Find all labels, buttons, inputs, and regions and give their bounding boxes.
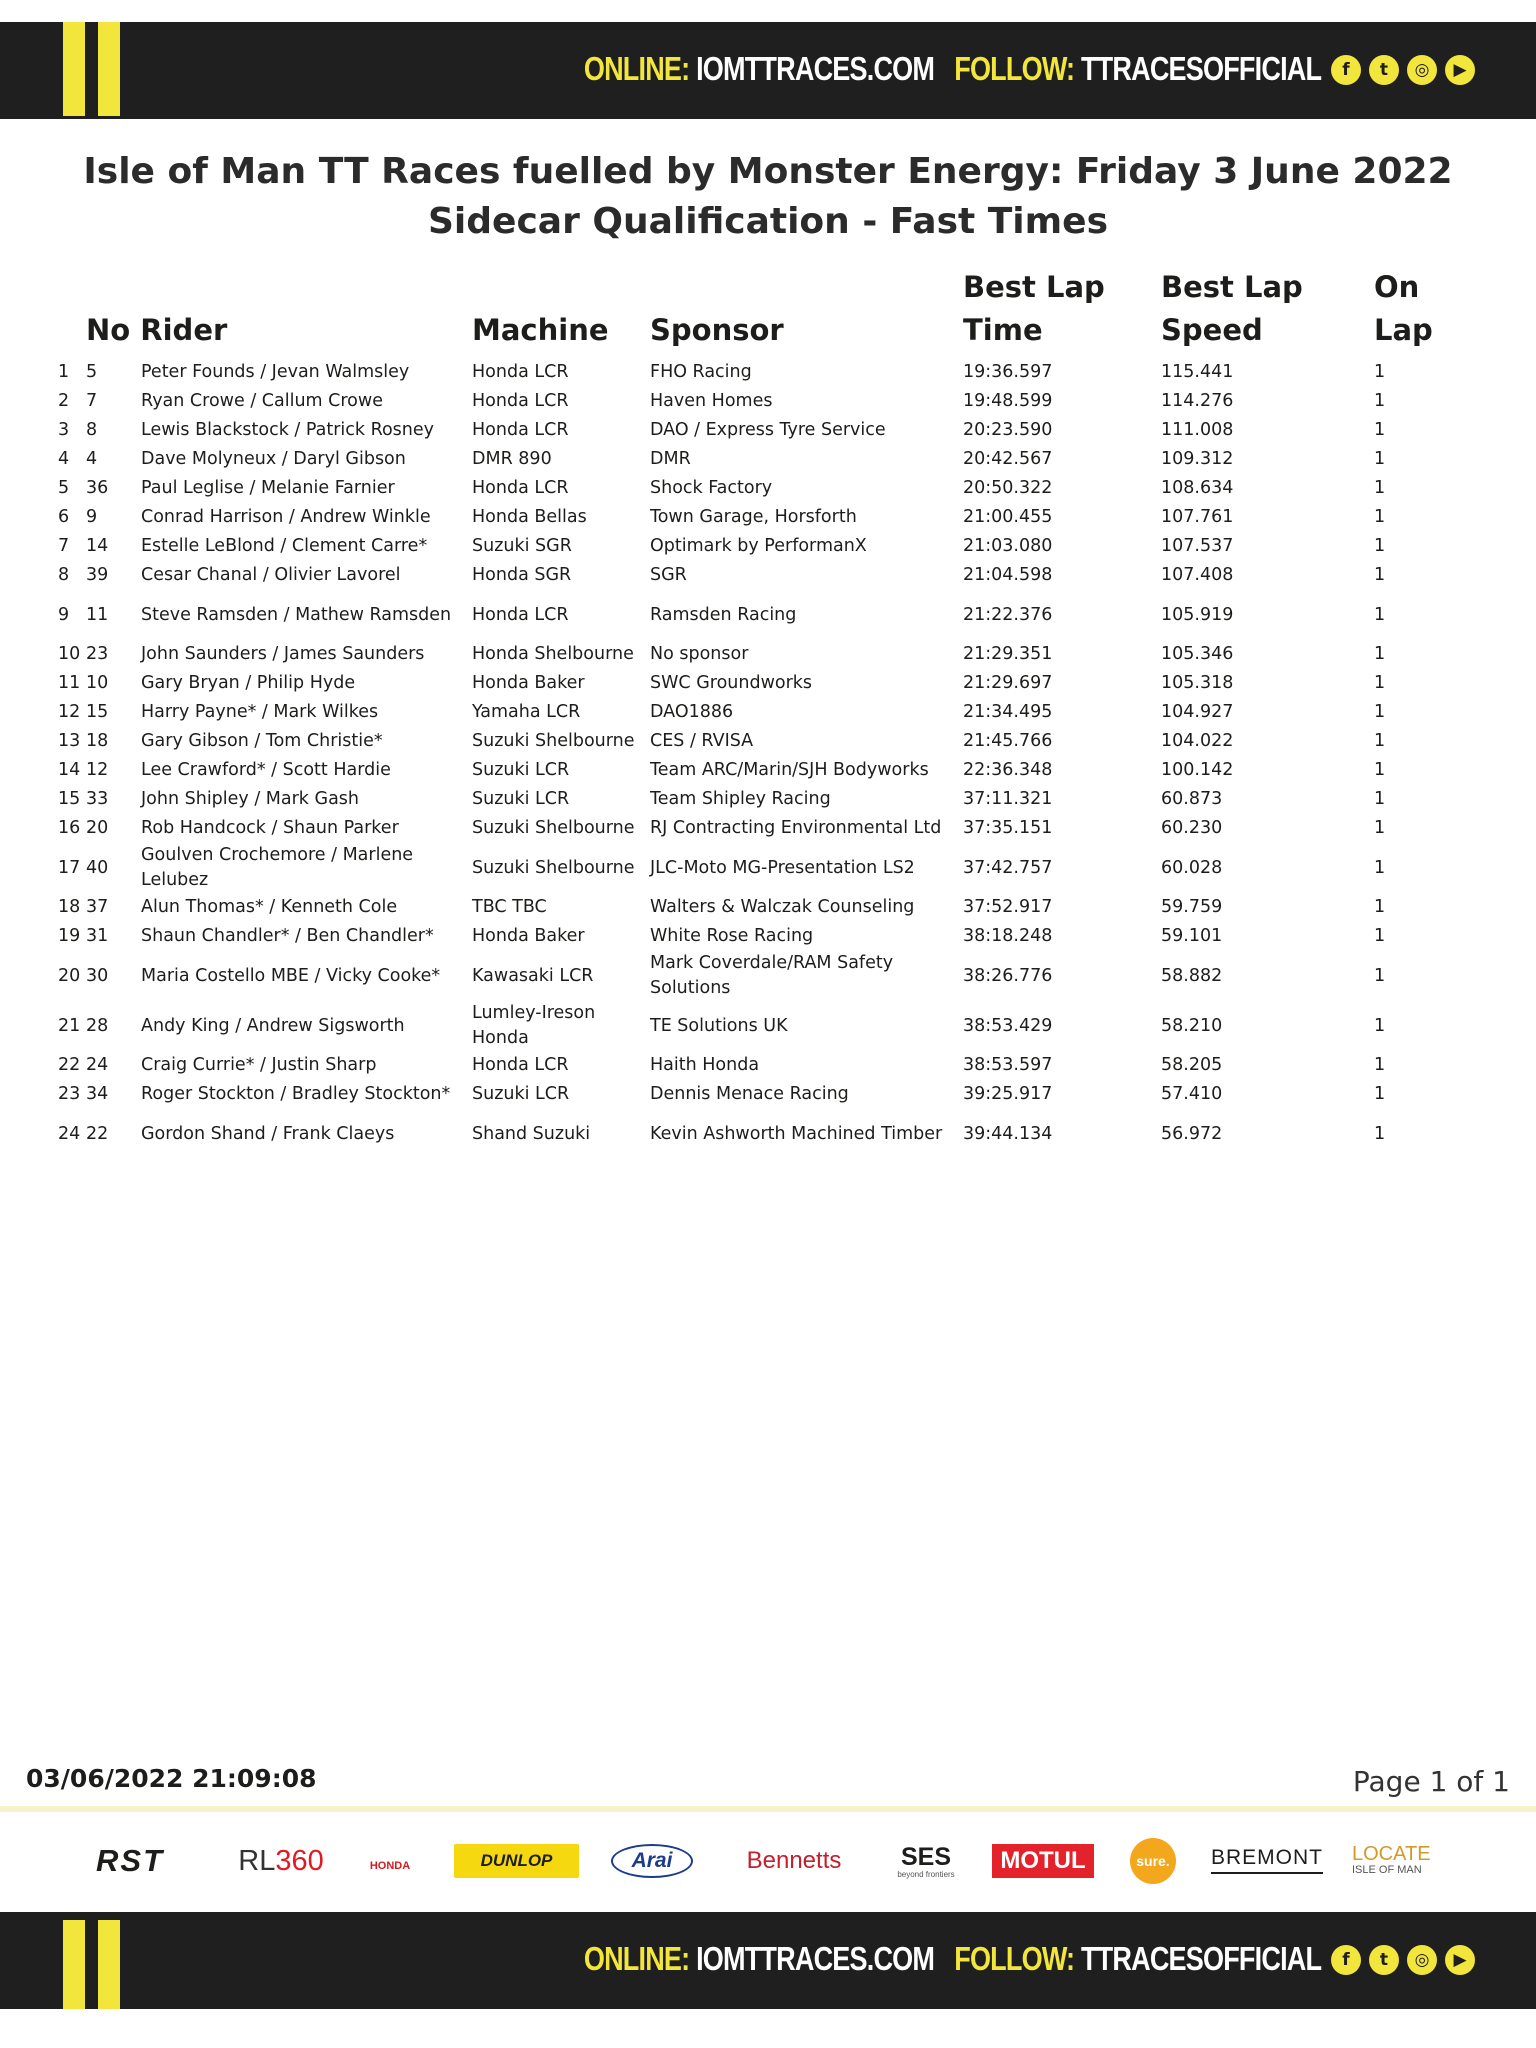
best-lap-time-cell: 37:11.321: [963, 789, 1053, 809]
best-lap-speed-cell: 56.972: [1161, 1123, 1223, 1144]
online-label: ONLINE:: [583, 1940, 690, 1977]
position-cell: 4: [58, 449, 70, 469]
position-cell: 23: [58, 1084, 81, 1104]
twitter-icon[interactable]: t: [1369, 1945, 1399, 1975]
table-row: [58, 1001, 1474, 1051]
machine-cell: Suzuki Shelbourne: [472, 731, 635, 751]
on-lap-cell: 1: [1374, 507, 1386, 527]
best-lap-speed-cell: 60.028: [1161, 857, 1223, 878]
machine-cell: Yamaha LCR: [472, 702, 581, 722]
best-lap-time-cell: 38:26.776: [963, 965, 1053, 986]
on-lap-cell: 1: [1374, 604, 1386, 625]
brand-stripe: [63, 1920, 85, 2009]
machine-cell: Honda LCR: [472, 478, 569, 498]
best-lap-time-cell: 20:23.590: [963, 420, 1053, 440]
table-row: [58, 727, 1474, 756]
column-header-best-lap-time: Best Lap Time: [963, 270, 1105, 347]
table-row: [58, 532, 1474, 561]
number-cell: 31: [86, 926, 109, 946]
sponsor-cell: FHO Racing: [650, 362, 752, 382]
on-lap-cell: 1: [1374, 818, 1386, 838]
online-label: ONLINE:: [583, 50, 690, 87]
page-number: Page 1 of 1: [1352, 1765, 1510, 1798]
machine-cell: Honda LCR: [472, 604, 569, 625]
rider-cell: Goulven Crochemore / Marlene Lelubez: [141, 845, 414, 890]
instagram-icon[interactable]: ◎: [1407, 55, 1437, 85]
header-band: [0, 22, 1536, 119]
best-lap-time-cell: 21:29.697: [963, 673, 1053, 693]
number-cell: 7: [86, 391, 98, 411]
best-lap-time-cell: 38:53.597: [963, 1055, 1053, 1075]
machine-cell: Suzuki Shelbourne: [472, 818, 635, 838]
machine-cell: Suzuki LCR: [472, 1084, 570, 1104]
machine-cell: Honda LCR: [472, 391, 569, 411]
follow-label: FOLLOW:: [954, 50, 1075, 87]
table-row: [58, 416, 1474, 445]
machine-cell: Suzuki LCR: [472, 789, 570, 809]
table-row: [58, 358, 1474, 387]
sponsor-cell: Kevin Ashworth Machined Timber: [650, 1123, 943, 1144]
sponsor-cell: SGR: [650, 565, 687, 585]
on-lap-cell: 1: [1374, 731, 1386, 751]
best-lap-speed-cell: 58.210: [1161, 1015, 1223, 1036]
on-lap-cell: 1: [1374, 1123, 1386, 1144]
column-header-on-lap: On Lap: [1374, 270, 1433, 347]
rider-cell: Rob Handcock / Shaun Parker: [141, 818, 399, 838]
best-lap-speed-cell: 58.205: [1161, 1055, 1223, 1075]
number-cell: 12: [86, 760, 109, 780]
on-lap-cell: 1: [1374, 1015, 1386, 1036]
arai-logo: Arai: [611, 1844, 693, 1878]
rider-cell: Gary Gibson / Tom Christie*: [141, 731, 383, 751]
honda-logo: HONDA: [369, 1860, 411, 1872]
instagram-icon[interactable]: ◎: [1407, 1945, 1437, 1975]
position-cell: 6: [58, 507, 70, 527]
on-lap-cell: 1: [1374, 420, 1386, 440]
position-cell: 10: [58, 644, 81, 664]
sponsor-cell: Haven Homes: [650, 391, 773, 411]
position-cell: 2: [58, 391, 70, 411]
table-row: [58, 893, 1474, 922]
machine-cell: TBC TBC: [472, 897, 547, 917]
brand-stripe: [98, 1920, 120, 2009]
number-cell: 14: [86, 536, 109, 556]
number-cell: 11: [86, 604, 109, 625]
on-lap-cell: 1: [1374, 478, 1386, 498]
best-lap-time-cell: 39:25.917: [963, 1084, 1053, 1104]
table-row: [58, 951, 1474, 1001]
machine-cell: Honda Bellas: [472, 507, 587, 527]
table-row: [58, 561, 1474, 590]
best-lap-time-cell: 21:00.455: [963, 507, 1053, 527]
follow-label: FOLLOW:: [954, 1940, 1075, 1977]
on-lap-cell: 1: [1374, 362, 1386, 382]
locate-im-logo: LOCATE ISLE OF MAN: [1352, 1843, 1431, 1876]
best-lap-time-cell: 21:29.351: [963, 644, 1053, 664]
machine-cell: Suzuki SGR: [472, 536, 572, 556]
best-lap-speed-cell: 59.759: [1161, 897, 1223, 917]
column-header-no-rider: No Rider: [86, 313, 228, 347]
follow-handle-link[interactable]: TTRACESOFFICIAL: [1080, 50, 1321, 87]
sponsor-cell: Walters & Walczak Counseling: [650, 897, 915, 917]
rider-cell: Andy King / Andrew Sigsworth: [141, 1015, 405, 1036]
bremont-logo: BREMONT: [1211, 1844, 1323, 1874]
rider-cell: Conrad Harrison / Andrew Winkle: [141, 507, 431, 527]
on-lap-cell: 1: [1374, 857, 1386, 878]
on-lap-cell: 1: [1374, 789, 1386, 809]
position-cell: 11: [58, 673, 81, 693]
rider-cell: John Shipley / Mark Gash: [141, 789, 359, 809]
on-lap-cell: 1: [1374, 565, 1386, 585]
best-lap-time-cell: 38:18.248: [963, 926, 1053, 946]
position-cell: 7: [58, 536, 70, 556]
position-cell: 20: [58, 965, 81, 986]
best-lap-time-cell: 22:36.348: [963, 760, 1053, 780]
table-row: [58, 698, 1474, 727]
number-cell: 39: [86, 565, 109, 585]
rider-cell: Peter Founds / Jevan Walmsley: [141, 362, 410, 382]
position-cell: 3: [58, 420, 70, 440]
sponsor-cell: Haith Honda: [650, 1055, 760, 1075]
number-cell: 37: [86, 897, 109, 917]
rider-cell: Shaun Chandler* / Ben Chandler*: [141, 926, 434, 946]
machine-cell: Honda Baker: [472, 926, 585, 946]
rider-cell: Lee Crawford* / Scott Hardie: [141, 760, 391, 780]
sponsor-cell: Team ARC/Marin/SJH Bodyworks: [650, 760, 929, 780]
rider-cell: Steve Ramsden / Mathew Ramsden: [141, 604, 452, 625]
on-lap-cell: 1: [1374, 1055, 1386, 1075]
best-lap-time-cell: 19:36.597: [963, 362, 1053, 382]
position-cell: 16: [58, 818, 81, 838]
rider-cell: Roger Stockton / Bradley Stockton*: [141, 1084, 451, 1104]
sponsor-cell: RJ Contracting Environmental Ltd: [650, 818, 942, 838]
facebook-icon[interactable]: f: [1331, 1945, 1361, 1975]
youtube-icon[interactable]: ▶: [1445, 1945, 1475, 1975]
on-lap-cell: 1: [1374, 449, 1386, 469]
machine-cell: Honda SGR: [472, 565, 572, 585]
best-lap-speed-cell: 104.022: [1161, 731, 1234, 751]
position-cell: 9: [58, 604, 70, 625]
best-lap-speed-cell: 111.008: [1161, 420, 1234, 440]
number-cell: 9: [86, 507, 98, 527]
machine-cell: Honda Shelbourne: [472, 644, 634, 664]
table-row: [58, 503, 1474, 532]
sponsor-cell: TE Solutions UK: [650, 1015, 788, 1036]
twitter-icon[interactable]: t: [1369, 55, 1399, 85]
table-row: [58, 445, 1474, 474]
best-lap-speed-cell: 60.873: [1161, 789, 1223, 809]
position-cell: 17: [58, 857, 81, 878]
sponsor-cell: White Rose Racing: [650, 926, 814, 946]
table-row: [58, 814, 1474, 843]
on-lap-cell: 1: [1374, 965, 1386, 986]
youtube-icon[interactable]: ▶: [1445, 55, 1475, 85]
best-lap-speed-cell: 100.142: [1161, 760, 1234, 780]
number-cell: 34: [86, 1084, 109, 1104]
follow-handle-link[interactable]: TTRACESOFFICIAL: [1080, 1940, 1321, 1977]
rider-cell: Cesar Chanal / Olivier Lavorel: [141, 565, 401, 585]
best-lap-time-cell: 21:22.376: [963, 604, 1053, 625]
best-lap-time-cell: 37:52.917: [963, 897, 1053, 917]
number-cell: 10: [86, 673, 109, 693]
number-cell: 24: [86, 1055, 109, 1075]
machine-cell: Suzuki Shelbourne: [472, 857, 635, 878]
best-lap-time-cell: 21:03.080: [963, 536, 1053, 556]
on-lap-cell: 1: [1374, 673, 1386, 693]
machine-cell: Lumley-Ireson Honda: [472, 1003, 596, 1048]
machine-cell: Suzuki LCR: [472, 760, 570, 780]
position-cell: 22: [58, 1055, 81, 1075]
on-lap-cell: 1: [1374, 536, 1386, 556]
column-header-machine: Machine: [472, 313, 609, 347]
position-cell: 15: [58, 789, 81, 809]
machine-cell: Honda Baker: [472, 673, 585, 693]
on-lap-cell: 1: [1374, 391, 1386, 411]
position-cell: 18: [58, 897, 81, 917]
sponsor-cell: SWC Groundworks: [650, 673, 813, 693]
position-cell: 5: [58, 478, 70, 498]
position-cell: 13: [58, 731, 81, 751]
number-cell: 20: [86, 818, 109, 838]
brand-stripe: [63, 22, 85, 116]
table-row: [58, 590, 1474, 640]
table-row: [58, 843, 1474, 893]
best-lap-speed-cell: 59.101: [1161, 926, 1223, 946]
position-cell: 1: [58, 362, 70, 382]
best-lap-speed-cell: 109.312: [1161, 449, 1234, 469]
bennetts-logo: Bennetts: [746, 1847, 842, 1874]
footer-band: [0, 1912, 1536, 2009]
rider-cell: Craig Currie* / Justin Sharp: [141, 1055, 377, 1075]
on-lap-cell: 1: [1374, 1084, 1386, 1104]
sponsor-cell: Ramsden Racing: [650, 604, 797, 625]
header-promo-text: [584, 50, 1321, 88]
table-row: [58, 1109, 1474, 1159]
machine-cell: Shand Suzuki: [472, 1123, 591, 1144]
position-cell: 8: [58, 565, 70, 585]
number-cell: 15: [86, 702, 109, 722]
sponsor-cell: DAO1886: [650, 702, 734, 722]
position-cell: 12: [58, 702, 81, 722]
results-table: [58, 266, 1474, 1159]
sponsor-cell: No sponsor: [650, 644, 749, 664]
rider-cell: Estelle LeBlond / Clement Carre*: [141, 536, 428, 556]
best-lap-time-cell: 19:48.599: [963, 391, 1053, 411]
rst-logo: RST: [96, 1843, 164, 1878]
rider-cell: Harry Payne* / Mark Wilkes: [141, 702, 379, 722]
ses-logo: SES beyond frontiers: [897, 1843, 955, 1879]
on-lap-cell: 1: [1374, 760, 1386, 780]
machine-cell: Kawasaki LCR: [472, 965, 594, 986]
table-row: [58, 922, 1474, 951]
position-cell: 24: [58, 1123, 81, 1144]
position-cell: 19: [58, 926, 81, 946]
best-lap-time-cell: 21:04.598: [963, 565, 1053, 585]
machine-cell: DMR 890: [472, 449, 552, 469]
motul-logo: MOTUL: [992, 1844, 1094, 1878]
best-lap-speed-cell: 60.230: [1161, 818, 1223, 838]
rider-cell: Gordon Shand / Frank Claeys: [141, 1123, 395, 1144]
best-lap-time-cell: 38:53.429: [963, 1015, 1053, 1036]
sponsor-cell: Dennis Menace Racing: [650, 1084, 849, 1104]
rider-cell: Maria Costello MBE / Vicky Cooke*: [141, 965, 441, 986]
number-cell: 18: [86, 731, 109, 751]
rider-cell: Paul Leglise / Melanie Farnier: [141, 478, 395, 498]
sponsor-cell: Town Garage, Horsforth: [650, 507, 857, 527]
online-url-link[interactable]: IOMTTRACES.COM: [695, 50, 934, 87]
on-lap-cell: 1: [1374, 644, 1386, 664]
best-lap-time-cell: 21:45.766: [963, 731, 1053, 751]
best-lap-time-cell: 21:34.495: [963, 702, 1053, 722]
rider-cell: John Saunders / James Saunders: [141, 644, 425, 664]
machine-cell: Honda LCR: [472, 420, 569, 440]
best-lap-time-cell: 39:44.134: [963, 1123, 1053, 1144]
number-cell: 33: [86, 789, 109, 809]
sponsor-cell: Team Shipley Racing: [650, 789, 831, 809]
on-lap-cell: 1: [1374, 897, 1386, 917]
best-lap-speed-cell: 105.346: [1161, 644, 1234, 664]
on-lap-cell: 1: [1374, 702, 1386, 722]
table-header-row: [58, 266, 1474, 358]
footer-divider: [0, 1806, 1536, 1812]
best-lap-time-cell: 37:42.757: [963, 857, 1053, 878]
rider-cell: Lewis Blackstock / Patrick Rosney: [141, 420, 435, 440]
page-title: Isle of Man TT Races fuelled by Monster Energy: Friday 3 June 2022 Sidecar Qualification - Fast Times: [83, 151, 1453, 242]
sponsor-cell: DAO / Express Tyre Service: [650, 420, 886, 440]
best-lap-speed-cell: 105.919: [1161, 604, 1234, 625]
table-row: [58, 1080, 1474, 1109]
number-cell: 4: [86, 449, 98, 469]
number-cell: 5: [86, 362, 98, 382]
sponsor-cell: Shock Factory: [650, 478, 773, 498]
number-cell: 28: [86, 1015, 109, 1036]
sure-logo: sure.: [1130, 1838, 1176, 1884]
number-cell: 30: [86, 965, 109, 986]
table-row: [58, 474, 1474, 503]
sponsor-cell: CES / RVISA: [650, 731, 754, 751]
best-lap-speed-cell: 105.318: [1161, 673, 1234, 693]
best-lap-speed-cell: 114.276: [1161, 391, 1234, 411]
number-cell: 36: [86, 478, 109, 498]
table-row: [58, 387, 1474, 416]
table-row: [58, 756, 1474, 785]
sponsor-cell: Optimark by PerformanX: [650, 536, 867, 556]
rl360-logo: RL360: [238, 1845, 324, 1877]
best-lap-time-cell: 20:50.322: [963, 478, 1053, 498]
table-row: [58, 785, 1474, 814]
footer-promo-text: [584, 1940, 1321, 1978]
best-lap-speed-cell: 107.408: [1161, 565, 1234, 585]
table-row: [58, 640, 1474, 669]
number-cell: 23: [86, 644, 109, 664]
best-lap-speed-cell: 107.761: [1161, 507, 1234, 527]
facebook-icon[interactable]: f: [1331, 55, 1361, 85]
sponsor-cell: JLC-Moto MG-Presentation LS2: [650, 857, 915, 878]
machine-cell: Honda LCR: [472, 362, 569, 382]
machine-cell: Honda LCR: [472, 1055, 569, 1075]
rider-cell: Dave Molyneux / Daryl Gibson: [141, 449, 406, 469]
brand-stripe: [98, 22, 120, 116]
sponsor-cell: DMR: [650, 449, 691, 469]
on-lap-cell: 1: [1374, 926, 1386, 946]
sponsor-cell: Mark Coverdale/RAM Safety Solutions: [650, 953, 894, 998]
best-lap-time-cell: 37:35.151: [963, 818, 1053, 838]
column-header-best-lap-speed: Best Lap Speed: [1161, 270, 1303, 347]
online-url-link[interactable]: IOMTTRACES.COM: [695, 1940, 934, 1977]
best-lap-time-cell: 20:42.567: [963, 449, 1053, 469]
table-row: [58, 669, 1474, 698]
rider-cell: Ryan Crowe / Callum Crowe: [141, 391, 383, 411]
table-row: [58, 1051, 1474, 1080]
position-cell: 14: [58, 760, 81, 780]
number-cell: 40: [86, 857, 109, 878]
sponsor-logo-strip: [0, 1838, 1536, 1888]
position-cell: 21: [58, 1015, 81, 1036]
best-lap-speed-cell: 115.441: [1161, 362, 1234, 382]
dunlop-logo: DUNLOP: [454, 1844, 579, 1878]
report-timestamp: 03/06/2022 21:09:08: [26, 1764, 317, 1793]
number-cell: 22: [86, 1123, 109, 1144]
number-cell: 8: [86, 420, 98, 440]
best-lap-speed-cell: 108.634: [1161, 478, 1234, 498]
best-lap-speed-cell: 107.537: [1161, 536, 1234, 556]
best-lap-speed-cell: 104.927: [1161, 702, 1234, 722]
rider-cell: Gary Bryan / Philip Hyde: [141, 673, 356, 693]
column-header-sponsor: Sponsor: [650, 313, 784, 347]
best-lap-speed-cell: 57.410: [1161, 1084, 1223, 1104]
rider-cell: Alun Thomas* / Kenneth Cole: [141, 897, 398, 917]
best-lap-speed-cell: 58.882: [1161, 965, 1223, 986]
